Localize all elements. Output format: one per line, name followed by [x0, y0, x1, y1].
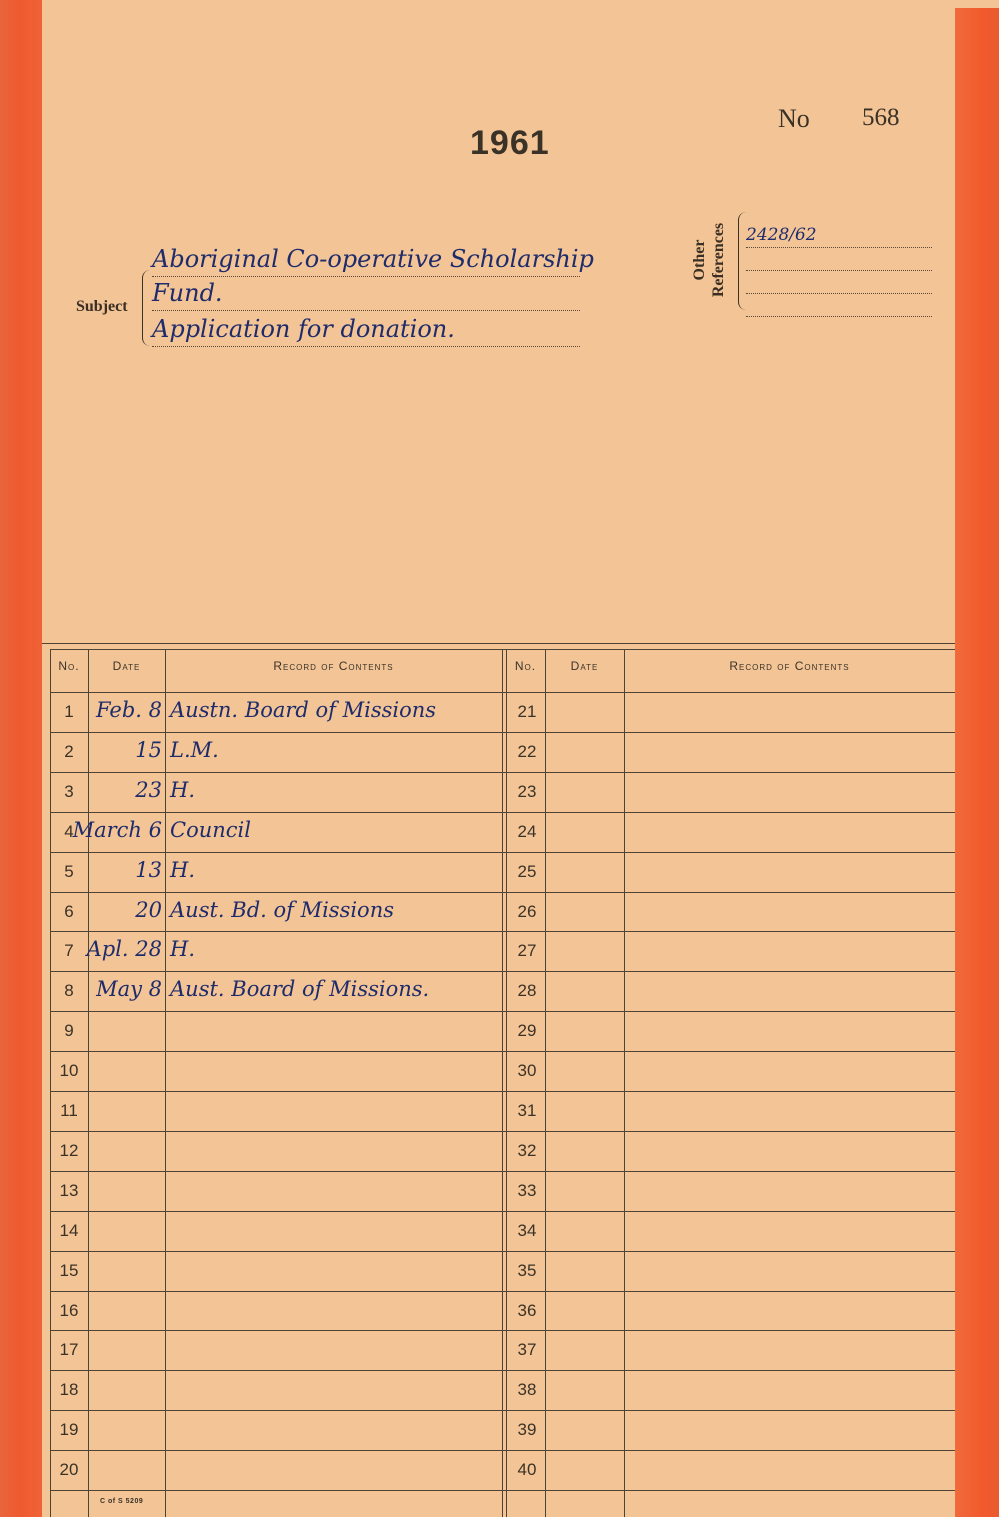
left-row-date: Apl. 28 — [86, 937, 162, 962]
row-rule — [50, 732, 955, 733]
reference-line-2 — [746, 247, 932, 271]
left-row-number: 18 — [59, 1380, 79, 1400]
table-top-rule — [42, 643, 955, 644]
right-row-number: 36 — [517, 1300, 537, 1320]
left-row-number: 15 — [59, 1260, 79, 1280]
subject-brace — [142, 270, 151, 346]
row-rule — [50, 1450, 955, 1451]
left-row-date: March 6 — [72, 817, 162, 842]
row-rule — [50, 1171, 955, 1172]
left-row-number: 20 — [59, 1460, 79, 1480]
row-rule — [50, 1251, 955, 1252]
left-row-number: 9 — [64, 1021, 74, 1041]
header-no-left: No. — [58, 659, 80, 673]
left-row-number: 12 — [59, 1140, 79, 1160]
subject-line-3: Application for donation. — [152, 312, 580, 347]
row-rule — [50, 1410, 955, 1411]
subject-label: Subject — [76, 298, 128, 315]
left-row-date: 15 — [135, 737, 162, 762]
left-row-number: 5 — [64, 861, 74, 881]
row-rule — [50, 971, 955, 972]
other-references-label — [690, 210, 740, 310]
reference-line-3 — [746, 270, 932, 294]
row-rule — [50, 1291, 955, 1292]
header-date-left: Date — [112, 659, 141, 673]
left-row-number: 6 — [64, 901, 74, 921]
header-record-left: Record of Contents — [273, 659, 394, 673]
right-row-number: 37 — [517, 1340, 537, 1360]
row-rule — [50, 1011, 955, 1012]
right-binding-strip — [955, 8, 999, 1517]
right-row-number: 21 — [517, 702, 537, 721]
row-rule — [50, 1091, 955, 1092]
row-rule — [50, 1370, 955, 1371]
left-row-number: 11 — [60, 1101, 78, 1120]
left-row-record: Austn. Board of Missions — [170, 698, 437, 722]
left-row-date: 13 — [135, 857, 162, 882]
row-rule — [50, 852, 955, 853]
right-row-number: 28 — [517, 981, 537, 1001]
left-row-number: 4 — [64, 821, 74, 841]
row-rule — [50, 1051, 955, 1052]
right-row-number: 39 — [517, 1420, 537, 1440]
right-row-number: 23 — [517, 781, 537, 801]
reference-line-1: 2428/62 — [746, 224, 932, 248]
right-date-record-divider — [624, 649, 625, 1517]
row-rule — [50, 1211, 955, 1212]
file-number: 568 — [862, 104, 900, 131]
left-row-record: L.M. — [170, 737, 219, 762]
center-divider-a — [502, 649, 503, 1517]
right-row-number: 35 — [517, 1260, 537, 1280]
row-rule — [50, 812, 955, 813]
row-rule — [50, 1330, 955, 1331]
left-row-date: 20 — [135, 897, 162, 922]
right-row-number: 30 — [517, 1061, 537, 1081]
left-row-number: 17 — [59, 1340, 79, 1360]
left-row-number: 2 — [64, 741, 74, 761]
right-row-number: 22 — [517, 741, 537, 761]
right-row-number: 25 — [517, 861, 537, 881]
left-row-number: 16 — [59, 1300, 79, 1320]
subject-line-2: Fund. — [152, 276, 580, 311]
row-rule — [50, 931, 955, 932]
right-row-number: 27 — [517, 941, 537, 961]
left-row-record: Council — [170, 817, 251, 842]
row-rule — [50, 772, 955, 773]
left-row-number: 13 — [59, 1180, 79, 1200]
left-row-date: 23 — [135, 777, 162, 802]
left-row-number: 10 — [59, 1061, 79, 1081]
right-row-number: 33 — [517, 1180, 537, 1200]
right-row-number: 24 — [517, 821, 537, 841]
left-row-number: 19 — [59, 1420, 79, 1440]
right-row-number: 40 — [517, 1460, 537, 1480]
file-year: 1961 — [470, 124, 550, 162]
left-row-date: Feb. 8 — [95, 698, 162, 722]
file-number-label: No — [778, 104, 810, 133]
left-row-record: Aust. Board of Missions. — [170, 977, 430, 1002]
header-no-right: No. — [514, 659, 537, 673]
right-row-number: 34 — [517, 1220, 537, 1240]
subject-line-1: Aboriginal Co-operative Scholarship — [152, 242, 580, 277]
row-rule — [50, 1490, 955, 1491]
row-rule — [50, 1131, 955, 1132]
left-row-number: 7 — [64, 941, 74, 961]
right-row-number: 26 — [517, 901, 537, 921]
header-date-right: Date — [570, 659, 599, 673]
row-rule — [50, 892, 955, 893]
left-row-record: H. — [170, 937, 195, 962]
right-row-number: 31 — [517, 1101, 537, 1120]
left-date-record-divider — [165, 649, 166, 1517]
left-row-date: May 8 — [96, 977, 162, 1002]
left-binding-strip — [0, 0, 42, 1517]
right-row-number: 38 — [517, 1380, 537, 1400]
right-row-number: 29 — [517, 1021, 537, 1041]
left-row-number: 1 — [64, 702, 74, 721]
left-row-number: 3 — [64, 781, 74, 801]
left-row-record: H. — [170, 857, 195, 882]
left-row-number: 14 — [59, 1220, 79, 1240]
left-row-record: H. — [170, 777, 195, 802]
reference-line-4 — [746, 293, 932, 317]
other-references-label-line2: References — [710, 222, 727, 298]
right-row-number: 32 — [517, 1140, 537, 1160]
left-row-record: Aust. Bd. of Missions — [170, 897, 395, 922]
other-references-label-line1: Other — [691, 239, 708, 281]
header-record-right: Record of Contents — [729, 659, 850, 673]
form-code: C of S 5209 — [100, 1498, 144, 1505]
left-row-number: 8 — [64, 981, 74, 1001]
